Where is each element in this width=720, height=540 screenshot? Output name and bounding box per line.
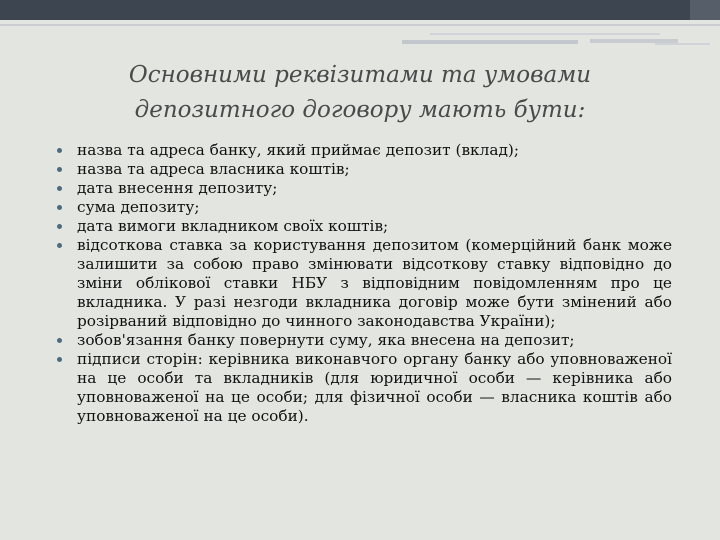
decorative-line: [430, 33, 660, 35]
bullet-text: сума депозиту;: [77, 198, 200, 216]
bullet-text: зобов'язання банку повернути суму, яка внесена на депозит;: [77, 331, 575, 349]
bullet-text: назва та адреса власника коштів;: [77, 160, 350, 178]
bullet-icon: [57, 205, 62, 210]
bullet-item-deposit-amount: [52, 198, 672, 217]
bullet-item-claim-date: [52, 217, 672, 236]
bullet-text: дата вимоги вкладником своїх коштів;: [77, 217, 389, 235]
slide-content: [52, 141, 672, 426]
bullet-icon: [57, 167, 62, 172]
bullet-icon: [57, 224, 62, 229]
bullet-icon: [57, 243, 62, 248]
slide-title-line-2: депозитного договору мають бути:: [134, 97, 586, 123]
bullet-item-owner-name: [52, 160, 672, 179]
bullet-item-deposit-date: [52, 179, 672, 198]
slide-title: [60, 58, 660, 128]
bullet-icon: [57, 338, 62, 343]
bullet-text: назва та адреса банку, який приймає депозит (вклад);: [77, 141, 519, 159]
top-band-edge: [690, 0, 720, 20]
top-band: [0, 0, 720, 20]
bullet-text: підписи сторін: керівника виконавчого органу банку або уповноваженої на це особи та вкладників (для юридичної особи — керівника або уповноваженої на це особи; для фізичної особи — власника коштів або уповноваженої на це особи).: [77, 350, 672, 425]
bullet-item-signatures: [52, 350, 672, 426]
decorative-line: [0, 24, 720, 26]
bullet-icon: [57, 186, 62, 191]
bullet-text: відсоткова ставка за користування депозитом (комерційний банк може залишити за собою право змінювати відсоткову ставку відповідно до зміни облікової ставки НБУ з відповідним повідомленням про це вкладника. У разі незгоди вкладника договір може бути змінений або розірваний відповідно до чинного законодавства України);: [77, 236, 672, 330]
bullet-icon: [57, 357, 62, 362]
decorative-line: [655, 43, 710, 45]
bullet-item-bank-obligation: [52, 331, 672, 350]
bullet-item-interest-rate: [52, 236, 672, 331]
bullet-text: дата внесення депозиту;: [77, 179, 278, 197]
bullet-list: [52, 141, 672, 426]
decorative-line: [402, 40, 578, 44]
slide-title-line-1: Основними реквізитами та умовами: [128, 62, 592, 88]
bullet-item-bank-name: [52, 141, 672, 160]
bullet-icon: [57, 148, 62, 153]
